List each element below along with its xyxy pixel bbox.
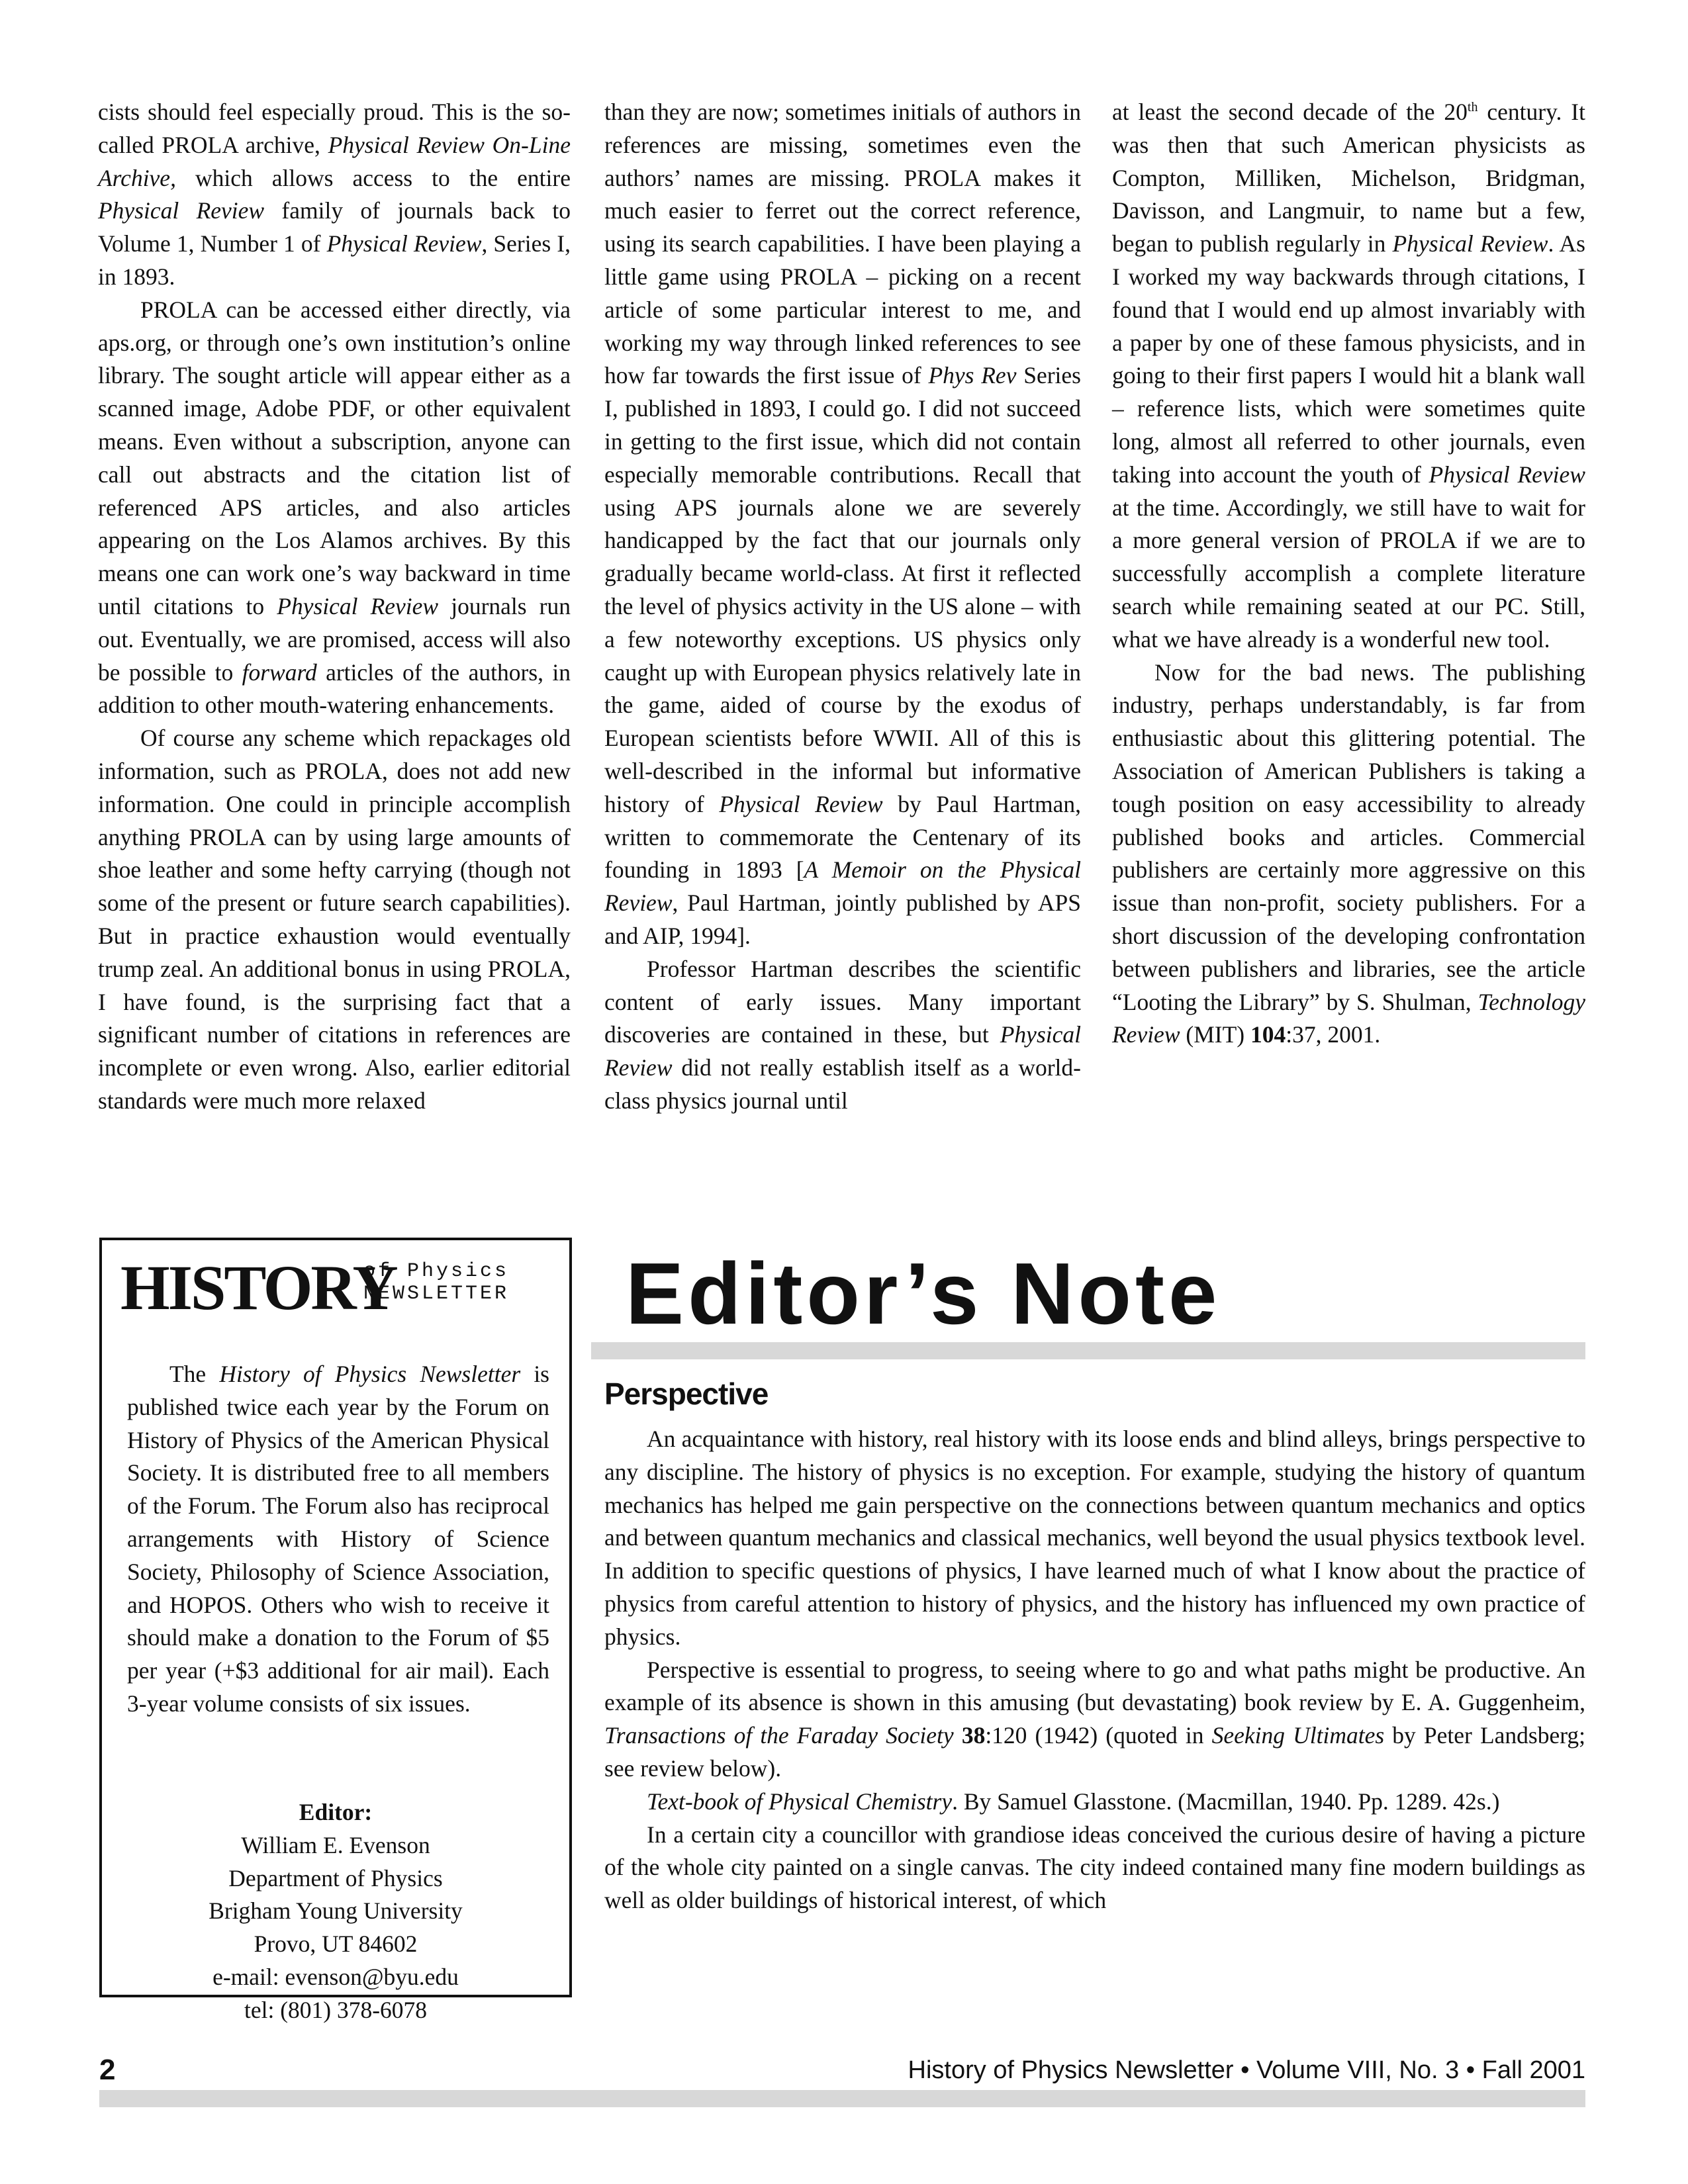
note-paragraph-1: An acquaintance with history, real history with its loose ends and blind alleys, brings perspective to any discipline. The history of physics is no exception. For example, studying the history of quantum mechanics has helped me gain perspective on the connections between quantum mechanics and optics and between quantum mechanics and classical mechanics, well beyond the usual physics textbook level. In addition to specific questions of physics, I have learned much of what I know about the practice of physics from careful attention to history of physics, and the history has influenced my own practice of physics. xyxy=(604,1426,1585,1650)
footer-running-title: History of Physics Newsletter • Volume VIII, No. 3 • Fall 2001 xyxy=(908,2056,1585,2084)
note-paragraph-2: Perspective is essential to progress, to seeing where to go and what paths might be productive. An example of its absence is shown in this amusing (but devastating) book review by E. A. Guggenheim, Transactions of the Faraday Society 38:120 (1942) (quoted in Seeking Ultimates by Peter Landsberg; see review below). xyxy=(604,1656,1586,1782)
newsletter-logo xyxy=(120,1252,397,1323)
editor-name: William E. Evenson xyxy=(241,1831,430,1858)
masthead-box xyxy=(99,1238,572,2023)
editor-label: Editor: xyxy=(299,1799,373,1825)
masthead-paragraph: The History of Physics Newsletter is published twice each year by the Forum on History of Physics of the American Physical Society. It is distributed free to all members of the Forum. The Forum also has reciprocal arrangements with History of Science Society, Philosophy of Science Association, and HOPOS. Others who wish to receive it should make a donation to the Forum of $5 per year (+$3 additional for air mail). Each 3-year volume consists of six issues. xyxy=(127,1361,549,1717)
note-paragraph-4: In a certain city a councillor with grandiose ideas conceived the curious desire of having a picture of the whole city painted on a single canvas. The city indeed contained many fine modern buildings as well as older buildings of historical interest, of which xyxy=(604,1821,1585,1914)
col1-paragraph-1: cists should feel especially proud. This is the so-called PROLA archive, Physical Review On-Line Archive, which allows access to the entire Physical Review family of journals back to Volume 1, Number 1 of Physical Review, Series I, in 1893. xyxy=(98,99,571,290)
logo-subtitle xyxy=(363,1260,509,1305)
editor-contact xyxy=(102,1796,569,2027)
logo-history-word: HISTORY xyxy=(120,1252,397,1323)
note-paragraph-3: Text-book of Physical Chemistry. By Samuel Glasstone. (Macmillan, 1940. Pp. 1289. 42s.) xyxy=(647,1788,1500,1815)
editor-department: Department of Physics xyxy=(228,1864,443,1891)
logo-subtitle-line-2: NEWSLETTER xyxy=(363,1283,510,1305)
masthead-description xyxy=(127,1358,549,1721)
col2-paragraph-1: than they are now; sometimes initials of authors in references are missing, sometimes even the authors’ names are missing. PROLA makes it much easier to ferret out the correct reference, using its search capabilities. I have been playing a little game using PROLA – picking on a recent article of some particular interest to me, and working my way through linked references to see how far towards the first issue of Phys Rev Series I, published in 1893, I could go. I did not succeed in getting to the first issue, which did not contain especially memorable contributions. Recall that using APS journals alone we are severely handicapped by the fact that our journals only gradually became world-class. At first it reflected the level of physics activity in the US alone – with a few noteworthy exceptions. US physics only caught up with European physics relatively late in the game, aided of course by the exodus of European scientists before WWII. All of this is well-described in the informal but informative history of Physical Review by Paul Hartman, written to commemorate the Centenary of its founding in 1893 [A Memoir on the Physical Review, Paul Hartman, jointly published by APS and AIP, 1994]. xyxy=(604,99,1081,949)
editor-email: e-mail: evenson@byu.edu xyxy=(212,1963,459,1990)
col1-paragraph-3: Of course any scheme which repackages old information, such as PROLA, does not add new information. One could in principle accomplish anything PROLA can by using large amounts of shoe leather and some hefty carrying (though not some of the present or future search capabilities). But in practice exhaustion would eventually trump zeal. An additional bonus in using PROLA, I have found, is the surprising fact that a significant number of citations in references are incomplete or even wrong. Also, earlier editorial standards were much more relaxed xyxy=(98,725,571,1114)
article-column-2 xyxy=(604,96,1081,1118)
col1-paragraph-2: PROLA can be accessed either directly, via aps.org, or through one’s own institution’s online library. The sought article will appear either as a scanned image, Adobe PDF, or other equivalent means. Even without a subscription, anyone can call out abstracts and the citation list of referenced APS articles, and also articles appearing on the Los Alamos archives. By this means one can work one’s way backward in time until citations to Physical Review journals run out. Eventually, we are promised, access will also be possible to forward articles of the authors, in addition to other mouth-watering enhancements. xyxy=(98,296,571,719)
editor-phone: tel: (801) 378-6078 xyxy=(244,1996,428,2023)
editors-note-body xyxy=(604,1423,1585,1917)
title-divider-bar xyxy=(591,1342,1585,1359)
col3-paragraph-1: at least the second decade of the 20th century. It was then that such American physicists as Compton, Milliken, Michelson, Bridgman, Davisson, and Langmuir, to name but a few, began to publish regularly in Physical Review. As I worked my way backwards through citations, I found that I would end up almost invariably with a paper by one of these famous physicists, and in going to their first papers I would hit a blank wall – reference lists, which were sometimes quite long, almost all referred to other journals, even taking into account the youth of Physical Review at the time. Accordingly, we still have to wait for a more general version of PROLA if we are to successfully accomplish a complete literature search while remaining seated at our PC. Still, what we have already is a wonderful new tool. xyxy=(1112,99,1585,653)
footer-bar xyxy=(99,2090,1585,2107)
page-number: 2 xyxy=(99,2054,116,2086)
article-column-1 xyxy=(98,96,571,1118)
col3-paragraph-2: Now for the bad news. The publishing industry, perhaps understandably, is far from enthusiastic about this glittering potential. The Association of American Publishers is taking a tough position on easy accessibility to already published books and articles. Commercial publishers are certainly more aggressive on this issue than non-profit, society publishers. For a short discussion of the developing confrontation between publishers and libraries, see the article “Looting the Library” by S. Shulman, Technology Review (MIT) 104:37, 2001. xyxy=(1112,659,1585,1048)
col2-paragraph-2: Professor Hartman describes the scientific content of early issues. Many important discoveries are contained in these, but Physical Review did not really establish itself as a world-class physics journal until xyxy=(604,955,1081,1114)
logo-subtitle-line-1: of Physics xyxy=(363,1260,510,1283)
editor-university: Brigham Young University xyxy=(209,1897,463,1925)
editors-note-title: Editor’s Note xyxy=(626,1245,1221,1342)
article-column-3 xyxy=(1112,96,1585,1052)
editor-address: Provo, UT 84602 xyxy=(254,1931,418,1958)
perspective-heading: Perspective xyxy=(604,1377,769,1411)
